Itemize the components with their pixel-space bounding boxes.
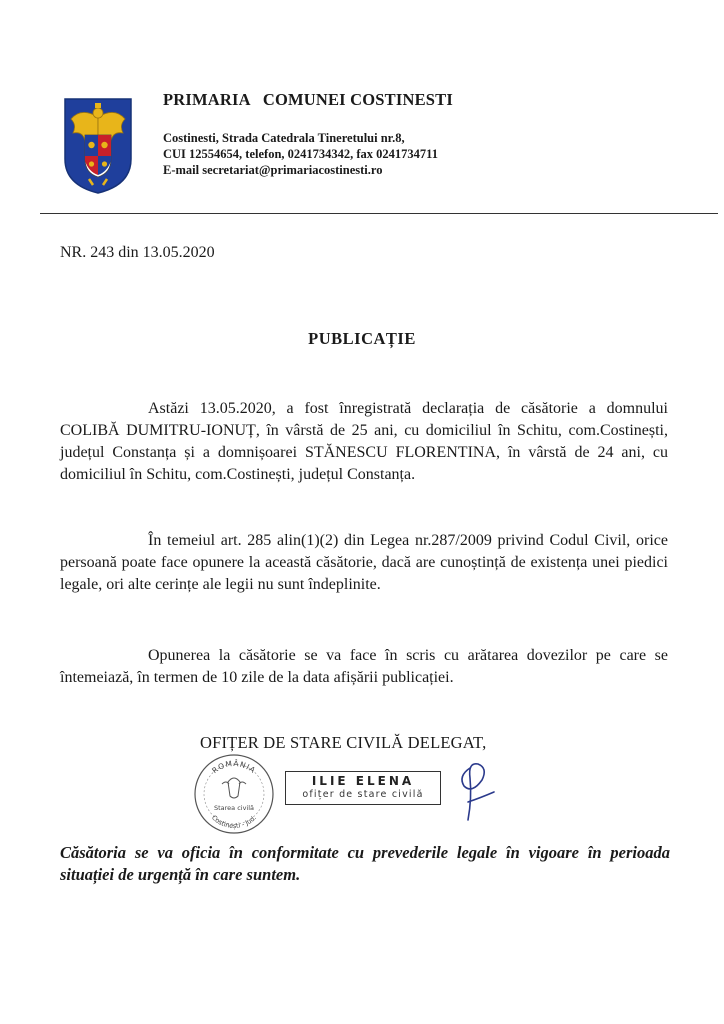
officer-title: OFIȚER DE STARE CIVILĂ DELEGAT, (200, 733, 487, 752)
address-line: Costinesti, Strada Catedrala Tineretului nr.8, (163, 131, 405, 145)
header-divider (40, 213, 718, 214)
svg-text:Costinești - Jud. (210, 814, 258, 830)
coat-of-arms-icon (63, 97, 133, 195)
seal-top-text: ROMÂNIA (210, 758, 258, 776)
stamp-role: ofițer de stare civilă (302, 789, 424, 800)
seal-middle-text: Starea civilă (213, 804, 255, 812)
name-stamp (285, 771, 441, 805)
seal-bottom-text: Costinești - Jud. (209, 813, 259, 831)
email-line: E-mail secretariat@primariacostinesti.ro (163, 163, 383, 177)
round-seal-icon (192, 752, 276, 836)
paragraph-opposition: Opunerea la căsătorie se va face în scris cu arătarea dovezilor pe care se întemeiază, în termen de 10 zile de la data afișării publicației. (60, 647, 668, 686)
institution-contact (163, 130, 438, 178)
document-number: NR. 243 din 13.05.2020 (60, 244, 215, 261)
contact-line: CUI 12554654, telefon, 0241734342, fax 0241734711 (163, 147, 438, 161)
paragraph-declaration: Astăzi 13.05.2020, a fost înregistrată declarația de căsătorie a domnului COLIBĂ DUMITRU-IONUȚ, în vârstă de 25 ani, cu domiciliul în Schitu, com.Costinești, județul Constanța și a domnișoarei STĂNESCU FLORENTINA, în vârstă de 24 ani, cu domiciliul în Schitu, com.Costinești, județul Constanța. (60, 400, 668, 483)
urgency-notice: Căsătoria se va oficia în conformitate cu prevederile legale în vigoare în perioada situației de urgență în care suntem. (60, 843, 670, 884)
paragraph-legal-basis: În temeiul art. 285 alin(1)(2) din Legea nr.287/2009 privind Codul Civil, orice persoană poate face opunere la această căsătorie, dacă are cunoștință de existența unei piedici legale, ori alte cerințe ale legii nu sunt îndeplinite. (60, 532, 668, 593)
institution-name: PRIMARIA COMUNEI COSTINESTI (163, 90, 454, 109)
stamp-name: ILIE ELENA (311, 774, 415, 788)
svg-text:ROMÂNIA (210, 759, 257, 775)
signature-icon (450, 758, 502, 828)
document-title: PUBLICAȚIE (308, 329, 416, 348)
